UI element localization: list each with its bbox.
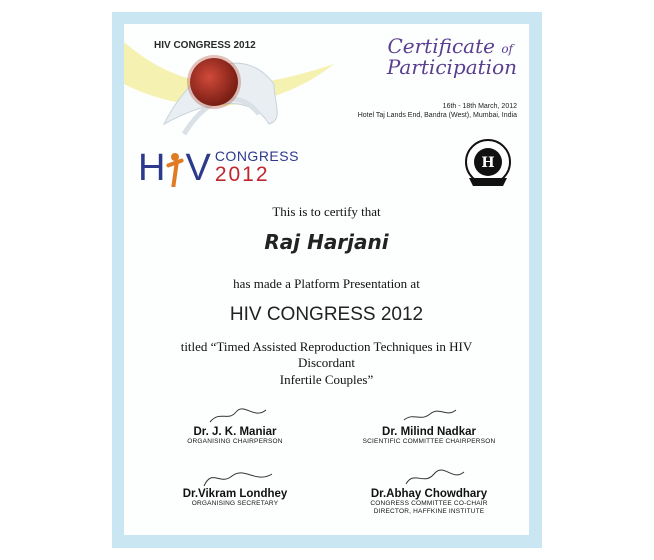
signatory-nadkar [354,404,504,446]
signatory-role-2: DIRECTOR, HAFFKINE INSTITUTE [373,508,485,516]
logo-letter-v: V [185,147,211,189]
event-venue: Hotel Taj Lands End, Bandra (West), Mumbai, India [357,112,517,120]
signature-image [170,404,300,426]
presentation-text: has made a Platform Presentation at [233,276,420,291]
recipient-name: Raj Harjani [264,230,389,254]
presentation-title [174,339,479,388]
signatory-name: Dr. Milind Nadkar [382,426,476,438]
signatory-chowdhary [344,466,514,516]
certificate-title [386,34,517,79]
hiv-congress-logo [138,148,299,187]
title-line-2: Participation [386,55,517,79]
signatory-role: ORGANISING CHAIRPERSON [187,438,283,445]
signatory-maniar [170,404,300,446]
logo-letter-h: H [138,147,166,189]
certificate [124,24,529,535]
haffkine-emblem [463,136,513,192]
event-info [358,102,517,121]
signature-image [160,466,310,488]
event-dates: 16th - 18th March, 2012 [442,103,517,110]
signatory-role: CONGRESS COMMITTEE CO-CHAIR [370,500,488,507]
signature-image [344,466,514,488]
presentation-title-line-2: Infertile Couples” [279,371,374,387]
presentation-title-line-1: titled “Timed Assisted Reproduction Techniques in HIV Discordant [180,339,473,371]
signatory-name: Dr.Vikram Londhey [182,488,288,500]
svg-text:H: H [481,155,495,171]
title-of: of [501,42,513,56]
certify-text: This is to certify that [272,204,381,219]
signatory-name: Dr. J. K. Maniar [193,426,277,438]
congress-seal-text: HIV CONGRESS 2012 [154,40,256,51]
signatory-londhey [160,466,310,508]
signature-image [354,404,504,426]
title-line-1: Certificate [387,34,495,58]
signatory-name: Dr.Abhay Chowdhary [370,488,488,500]
virus-graphic [190,58,238,106]
logo-year: 2012 [214,163,270,186]
signatory-role: SCIENTIFIC COMMITTEE CHAIRPERSON [362,438,496,445]
event-name: HIV CONGRESS 2012 [229,304,424,325]
person-icon [166,151,184,187]
logo-congress: CONGRESS [214,148,299,164]
signatory-role: ORGANISING SECRETARY [191,500,279,507]
